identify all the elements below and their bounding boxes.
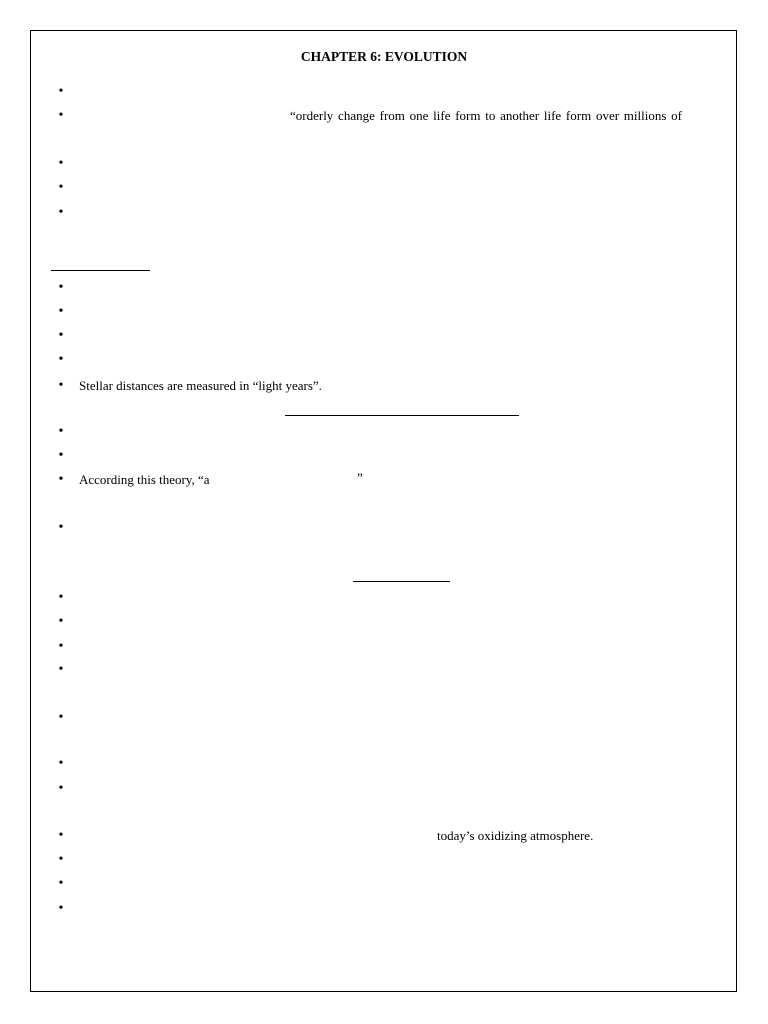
quote-text: “orderly change from one life form to another life form over millions of bbox=[290, 108, 682, 123]
bullet: • bbox=[58, 520, 64, 535]
bullet: • bbox=[58, 205, 64, 220]
bullet: • bbox=[58, 614, 64, 629]
stellar-text: Stellar distances are measured in “light years”. bbox=[79, 378, 322, 393]
theory-text-end: ” bbox=[357, 470, 363, 485]
bullet: • bbox=[58, 378, 64, 393]
bullet: • bbox=[58, 781, 64, 796]
theory-text-start: According this theory, “a bbox=[79, 472, 210, 487]
bullet: • bbox=[58, 84, 64, 99]
bullet: • bbox=[58, 156, 64, 171]
bullet: • bbox=[58, 901, 64, 916]
bullet: • bbox=[58, 662, 64, 677]
bullet: • bbox=[58, 352, 64, 367]
bullet: • bbox=[58, 280, 64, 295]
bullet: • bbox=[58, 448, 64, 463]
bullet: • bbox=[58, 852, 64, 867]
bullet: • bbox=[58, 876, 64, 891]
bullet: • bbox=[58, 328, 64, 343]
heading-underline bbox=[285, 415, 519, 416]
bullet: • bbox=[58, 304, 64, 319]
heading-underline bbox=[353, 581, 450, 582]
bullet: • bbox=[58, 828, 64, 843]
bullet: • bbox=[58, 710, 64, 725]
atmosphere-text: today’s oxidizing atmosphere. bbox=[437, 828, 594, 843]
page-title: CHAPTER 6: EVOLUTION bbox=[300, 49, 468, 64]
page-border bbox=[30, 30, 737, 992]
bullet: • bbox=[58, 590, 64, 605]
bullet: • bbox=[58, 639, 64, 654]
heading-underline bbox=[51, 270, 150, 271]
bullet: • bbox=[58, 108, 64, 123]
bullet: • bbox=[58, 424, 64, 439]
bullet: • bbox=[58, 756, 64, 771]
bullet: • bbox=[58, 180, 64, 195]
bullet: • bbox=[58, 472, 64, 487]
